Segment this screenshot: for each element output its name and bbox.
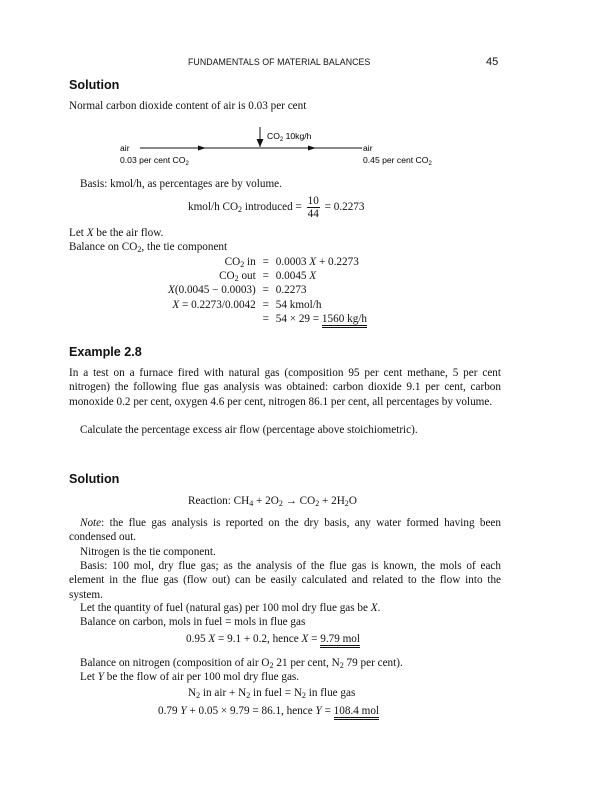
solution-heading-1: Solution <box>69 78 120 92</box>
process-flow-diagram <box>110 125 490 167</box>
co2-content-sentence: Normal carbon dioxide content of air is 0.03 per cent <box>69 100 307 112</box>
outlet-arrowhead <box>308 146 316 151</box>
nitrogen-balance-statement: Balance on nitrogen (composition of air $O_2$ 21 per cent, $N_2$ 79 per cent). <box>80 657 403 671</box>
note-paragraph: Note: the flue gas analysis is reported on the dry basis, any water formed having been condensed out. <box>69 517 501 544</box>
co2-balance-statement: Balance on $CO_2$, the tie component <box>69 241 228 255</box>
equation-row: $CO_2$ in = 0.0003 X + 0.2273 <box>224 256 359 270</box>
solution-heading-2: Solution <box>69 472 120 486</box>
running-title: FUNDAMENTALS OF MATERIAL BALANCES <box>188 57 371 67</box>
equation-row: = 54 × 29 = 1560 kg/h <box>168 312 367 326</box>
equation-row: X(0.0045 − 0.0003) = 0.2273 <box>168 284 307 297</box>
example-task: Calculate the percentage excess air flow (percentage above stoichiometric). <box>80 424 418 436</box>
nitrogen-balance-equation: 0.79 Y + 0.05 × 9.79 = 86.1, hence Y = 108.4 mol <box>158 704 379 718</box>
nitrogen-balance-words: $N_2$ in air + $N_2$ in fuel = $N_2$ in flue gas <box>188 687 356 701</box>
inlet-composition-label: 0.03 per cent $CO_2$ <box>120 155 189 167</box>
answer-1560-kgh: 1560 kg/h <box>322 313 367 328</box>
example-heading: Example 2.8 <box>69 345 142 359</box>
fraction-10-44: $\frac{10}{44}$ <box>307 195 319 220</box>
answer-x-9-79-mol: 9.79 mol <box>320 633 360 648</box>
example-problem-text: In a test on a furnace fired with natural gas (composition 95 per cent methane, 5 per cent nitrogen) the following flue gas analysis was obtained: carbon dioxide 9.1 per cent, carbon monoxide 0.2 per cent, oxygen 4.6 per cent, nitrogen 86.1 per cent, all percentages by volume. <box>69 367 501 408</box>
basis-statement: Basis: kmol/h, as percentages are by volume. <box>80 178 282 190</box>
carbon-balance-equation: 0.95 X = 9.1 + 0.2, hence X = 9.79 mol <box>186 632 360 646</box>
co2-introduced-equation: kmol/h $CO_2$ introduced = $\frac{10}{44}$ = 0.2273 <box>188 195 365 220</box>
co2-feed-label: $CO_2$ 10kg/h <box>267 131 312 143</box>
running-header <box>0 57 612 71</box>
tie-component-statement: Nitrogen is the tie component. <box>80 546 216 558</box>
equation-row: $CO_2$ out = 0.0045 X <box>219 270 317 284</box>
basis-paragraph: Basis: 100 mol, dry flue gas; as the analysis of the flue gas is known, the mols of each element in the flue gas (flow out) can be easily calculated and related to the flow into the system. <box>69 560 501 601</box>
co2-balance-equations <box>168 255 367 326</box>
let-air-flow: Let Y be the flow of air per 100 mol dry flue gas. <box>80 671 300 683</box>
outlet-composition-label: 0.45 per cent $CO_2$ <box>363 155 432 167</box>
outlet-stream-label: air <box>363 143 373 153</box>
let-fuel-quantity: Let the quantity of fuel (natural gas) per 100 mol dry flue gas be X. <box>80 602 381 614</box>
carbon-balance-statement: Balance on carbon, mols in fuel = mols in flue gas <box>80 616 306 628</box>
reaction-equation: Reaction: $CH_4 + 2O_2 \to CO_2 + 2H_2O$ <box>188 495 357 509</box>
inlet-arrowhead <box>198 146 206 151</box>
equation-row: X = 0.2273/0.0042 = 54 kmol/h <box>172 298 322 311</box>
page-number: 45 <box>486 56 499 68</box>
inlet-stream-label: air <box>120 143 130 153</box>
let-x-statement: Let X be the air flow. <box>69 227 164 239</box>
answer-y-108-4-mol: 108.4 mol <box>334 705 379 720</box>
feed-arrowhead <box>257 139 264 147</box>
